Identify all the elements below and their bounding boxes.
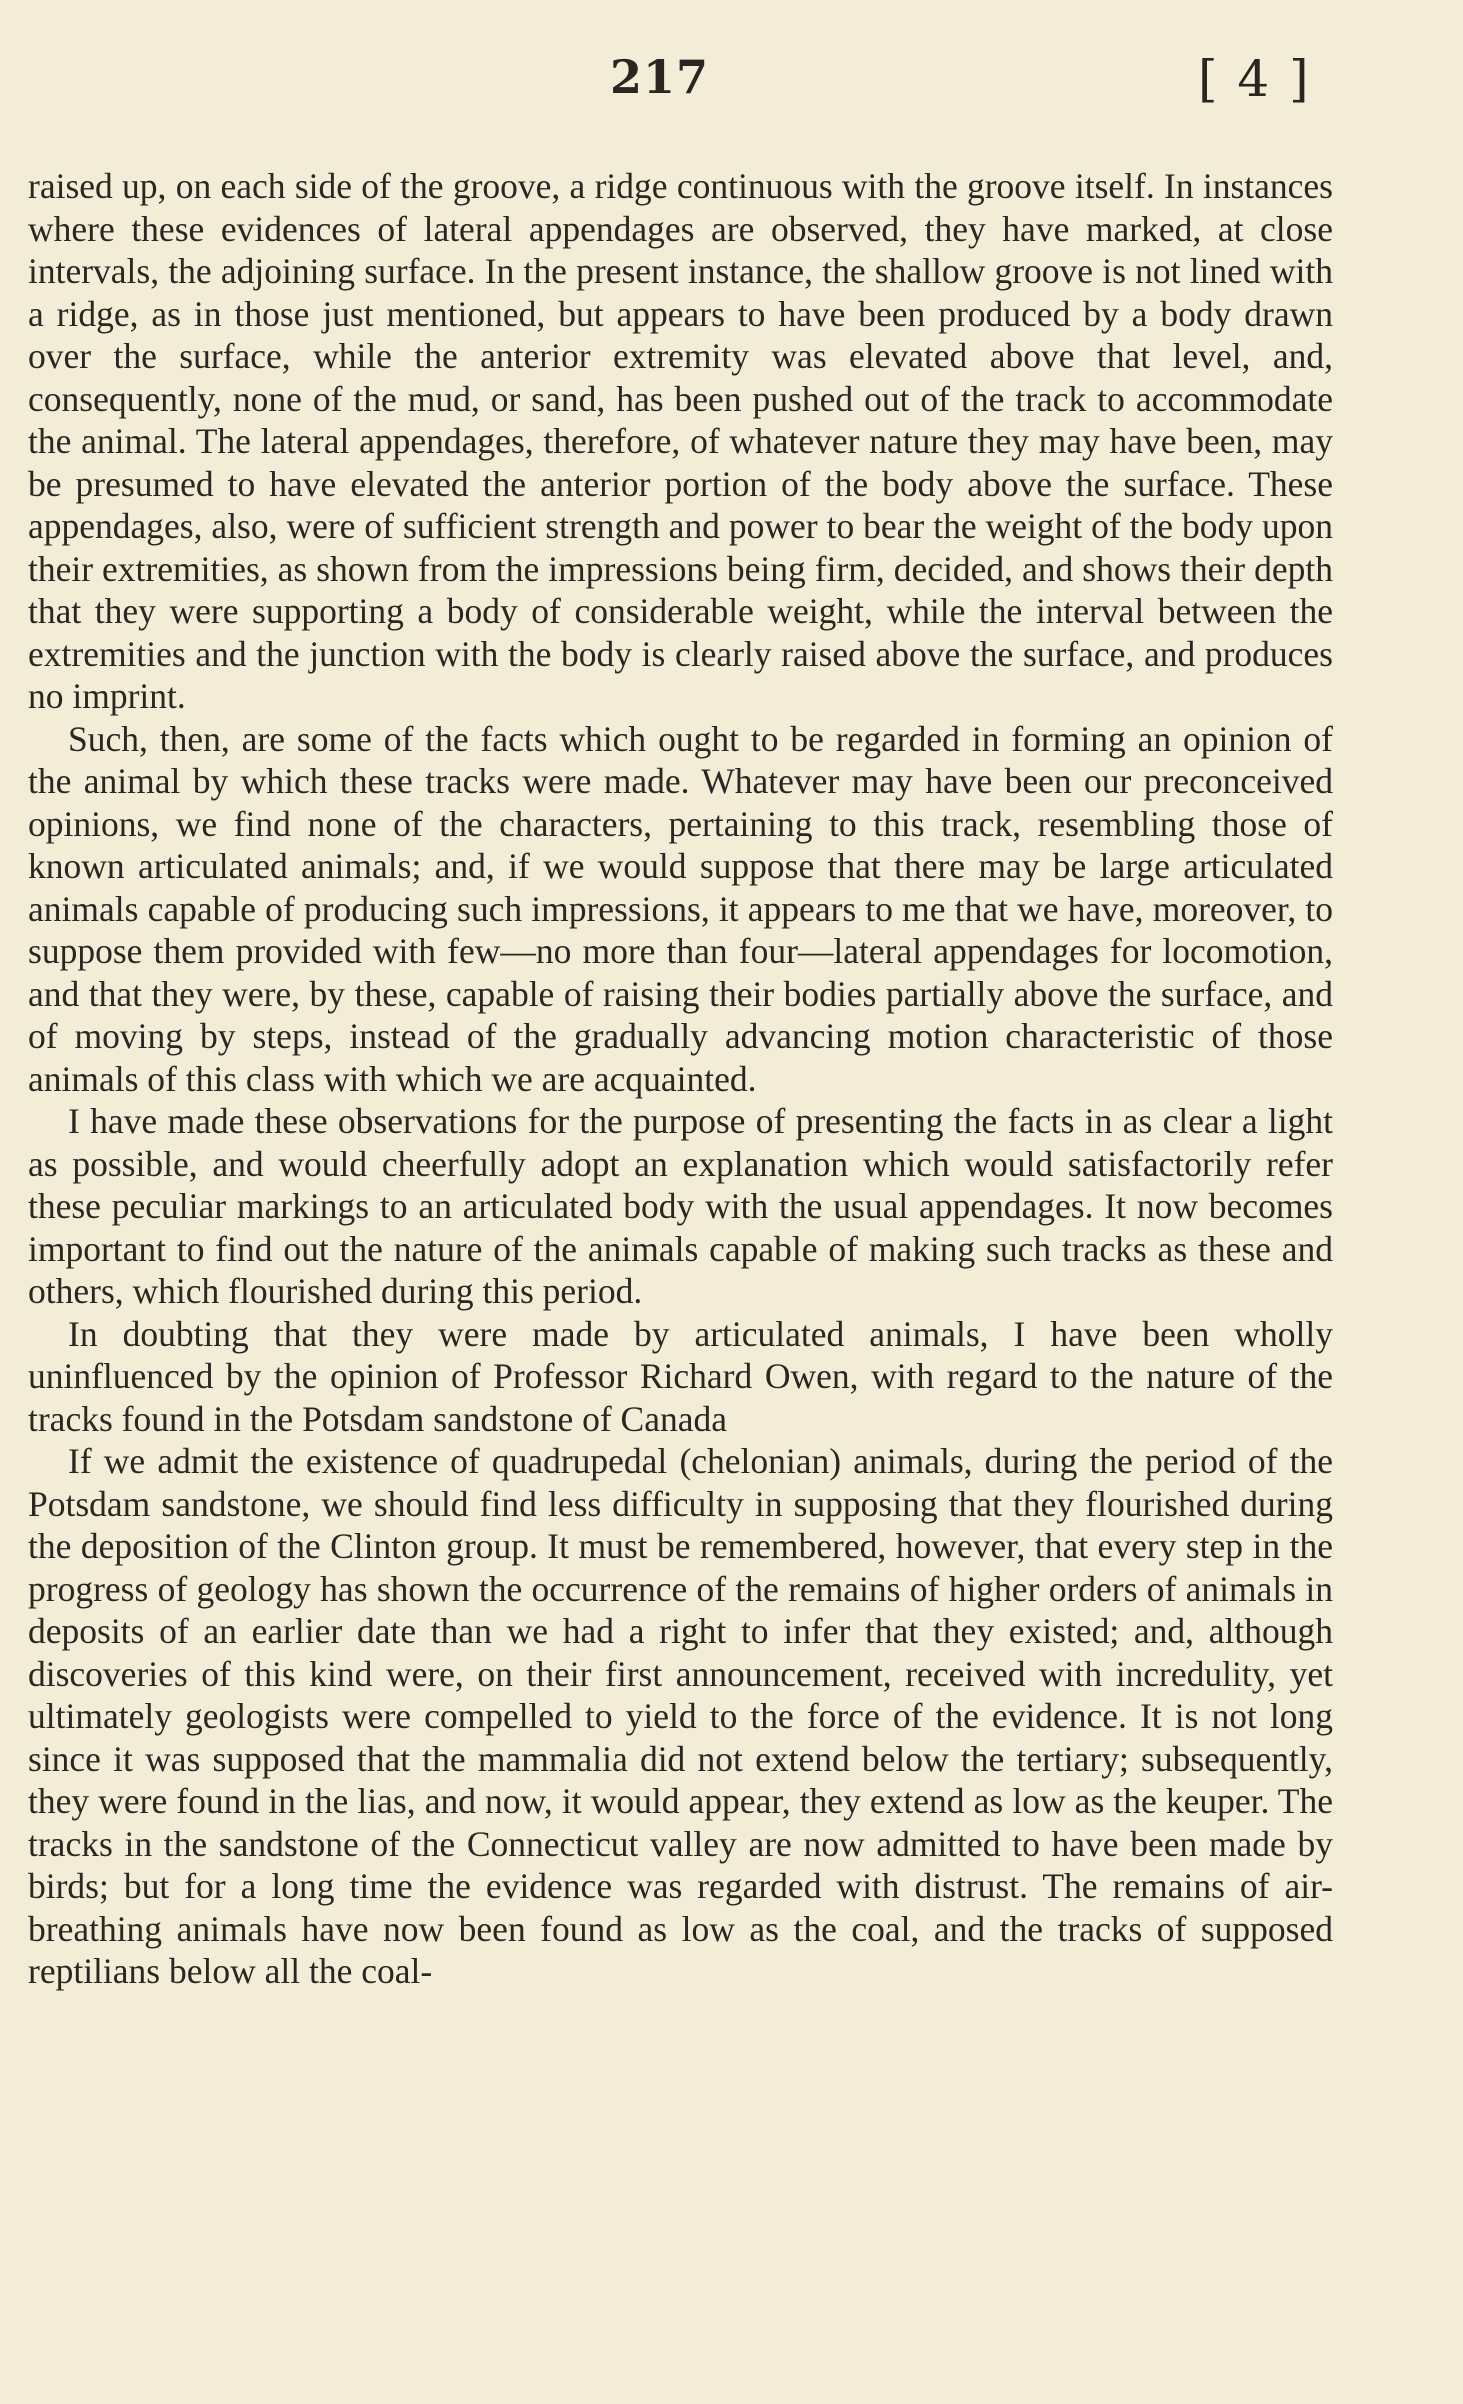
paragraph: In doubting that they were made by articulated animals, I have been wholly uninfluenced by the opinion of Professor Richard Owen, with regard to the nature of the tracks found in the Potsdam sandstone of Canada [28,1313,1333,1439]
document-reference: [ 4 ] [1198,50,1311,108]
page-number: 217 [610,50,710,104]
paragraph: If we admit the existence of quadrupedal (chelonian) animals, during the period of the Potsdam sandstone, we should find less difficulty in supposing that they flourished during the deposition of the Clinton group. It must be remembered, however, that every step in the progress of geology has shown the occurrence of the remains of higher orders of animals in deposits of an earlier date than we had a right to infer that they existed; and, although discoveries of this kind were, on their first announcement, received with incredulity, yet ultimately geologists were compelled to yield to the force of the evidence. It is not long since it was supposed that the mammalia did not extend below the tertiary; subsequently, they were found in the lias, and now, it would appear, they extend as low as the keuper. The tracks in the sandstone of the Connecticut valley are now admitted to have been made by birds; but for a long time the evidence was regarded with distrust. The remains of air-breathing animals have now been found as low as the coal, and the tracks of supposed reptilians below all the coal- [28,1441,1333,1991]
paragraph: raised up, on each side of the groove, a ridge continuous with the groove itself. In instances where these evidences of lateral appendages are observed, they have marked, at close intervals, the adjoining surface. In the present instance, the shallow groove is not lined with a ridge, as in those just mentioned, but appears to have been produced by a body drawn over the surface, while the anterior extremity was elevated above that level, and, consequently, none of the mud, or sand, has been pushed out of the track to accommodate the animal. The lateral appendages, therefore, of whatever nature they may have been, may be presumed to have elevated the anterior portion of the body above the surface. These appendages, also, were of sufficient strength and power to bear the weight of the body upon their extremities, as shown from the impressions being firm, decided, and shows their depth that they were supporting a body of considerable weight, while the interval between the extremities and the junction with the body is clearly raised above the surface, and produces no imprint. [28,166,1333,716]
paragraph: Such, then, are some of the facts which ought to be regarded in forming an opinion of the animal by which these tracks were made. Whatever may have been our preconceived opinions, we find none of the characters, pertaining to this track, resembling those of known articulated animals; and, if we would suppose that there may be large articulated animals capable of producing such impressions, it appears to me that we have, moreover, to suppose them provided with few—no more than four—lateral appendages for locomotion, and that they were, by these, capable of raising their bodies partially above the surface, and of moving by steps, instead of the gradually advancing motion characteristic of those animals of this class with which we are acquainted. [28,718,1333,1099]
page-header [0,50,1463,120]
body-text [28,165,1333,1993]
paragraph: I have made these observations for the purpose of presenting the facts in as clear a light as possible, and would cheerfully adopt an explanation which would satisfactorily refer these peculiar markings to an articulated body with the usual appendages. It now becomes important to find out the nature of the animals capable of making such tracks as these and others, which flourished during this period. [28,1101,1333,1311]
